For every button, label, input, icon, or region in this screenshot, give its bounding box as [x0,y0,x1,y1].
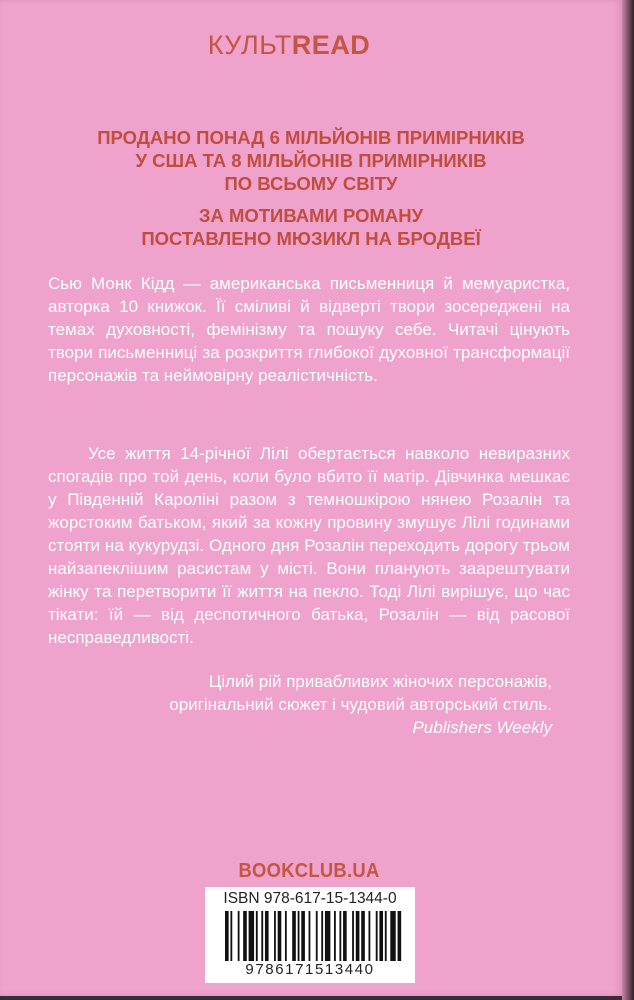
barcode-bar [334,911,336,967]
website-label: BOOKCLUB.UA [238,860,380,882]
barcode-bar [256,911,258,967]
barcode-digits: 9786171513440 [209,961,411,978]
barcode-bar [309,911,311,967]
quote-line: оригінальний сюжет і чудовий авторський стиль. [169,695,552,714]
barcode-bar [225,911,229,967]
barcode-bar [316,911,318,967]
barcode-bar [238,911,240,967]
publisher-logo [0,30,578,61]
barcode-bar [230,911,232,967]
barcode-bar [361,911,365,967]
barcode-bar [321,911,323,967]
quote-line: Цілий рій привабливих жіночих персонажів, [208,672,552,691]
barcode-bar [261,911,263,967]
review-quote [48,670,552,716]
headline-line: ПО ВСЬОМУ СВІТУ [224,173,398,194]
barcode-bar [390,911,395,967]
logo-suffix: READ [291,30,371,60]
logo-prefix: КУЛЬТ [207,30,292,60]
sales-headline [22,126,600,195]
barcode-bar [368,911,370,967]
barcode-block [205,887,415,983]
barcode-icon [225,911,403,967]
synopsis: Усе життя 14-річної Лілі обертається навколо невиразних спогадів про той день, коли було вбито її матір. Дівчинка мешкає у Південній Кароліні разом з темношкірою нянею Розалін та жорстоким батьком, який за кожну провину змушує Лілі годинами стояти на кукурудзі. Одного дня Розалін переходить дорогу трьом найзапеклішим расистам у місті. Вони планують заарештувати жінку та перетворити її життя на пекло. Тоді Лілі вирішує, що час тікати: їй — від деспотичного батька, Розалін — від расової несправедливості. [48,444,570,647]
barcode-bar [352,911,354,967]
barcode-bar [325,911,330,967]
barcode-bar [339,911,341,967]
headline-line: ПОСТАВЛЕНО МЮЗИКЛ НА БРОДВЕЇ [141,228,481,249]
barcode-bar [298,911,300,967]
quote-source: Publishers Weekly [412,718,552,737]
barcode-bar [285,911,287,967]
barcode-bar [292,911,296,967]
barcode-bar [265,911,269,967]
barcode-bar [301,911,305,967]
book-spine-edge [622,0,634,1000]
headline-line: ПРОДАНО ПОНАД 6 МІЛЬЙОНІВ ПРИМІРНИКІВ [97,127,525,148]
barcode-bar [243,911,247,967]
barcode-bar [274,911,276,967]
barcode-bar [278,911,282,967]
headline-line: У США ТА 8 МІЛЬЙОНІВ ПРИМІРНИКІВ [135,150,487,171]
author-bio: Сью Монк Кідд — американська письменниця й мемуаристка, авторка 10 книжок. Її сміливі й відверті твори зосереджені на темах духовності, фемінізму та пошуку себе. Читачі цінують твори письменниці за розкриття глибокої духовної трансформації персонажів та неймовірну реалістичність. [48,274,570,385]
barcode-bar [398,911,402,967]
headline-line: ЗА МОТИВАМИ РОМАНУ [198,205,424,226]
barcode-bar [343,911,347,967]
barcode-bar [379,911,383,967]
isbn-label: ISBN 978-617-15-1344-0 [223,890,397,907]
barcode-bar [356,911,360,967]
barcode-bar [376,911,378,967]
musical-headline [22,204,600,250]
barcode-bar [385,911,387,967]
barcode-bar [249,911,254,967]
